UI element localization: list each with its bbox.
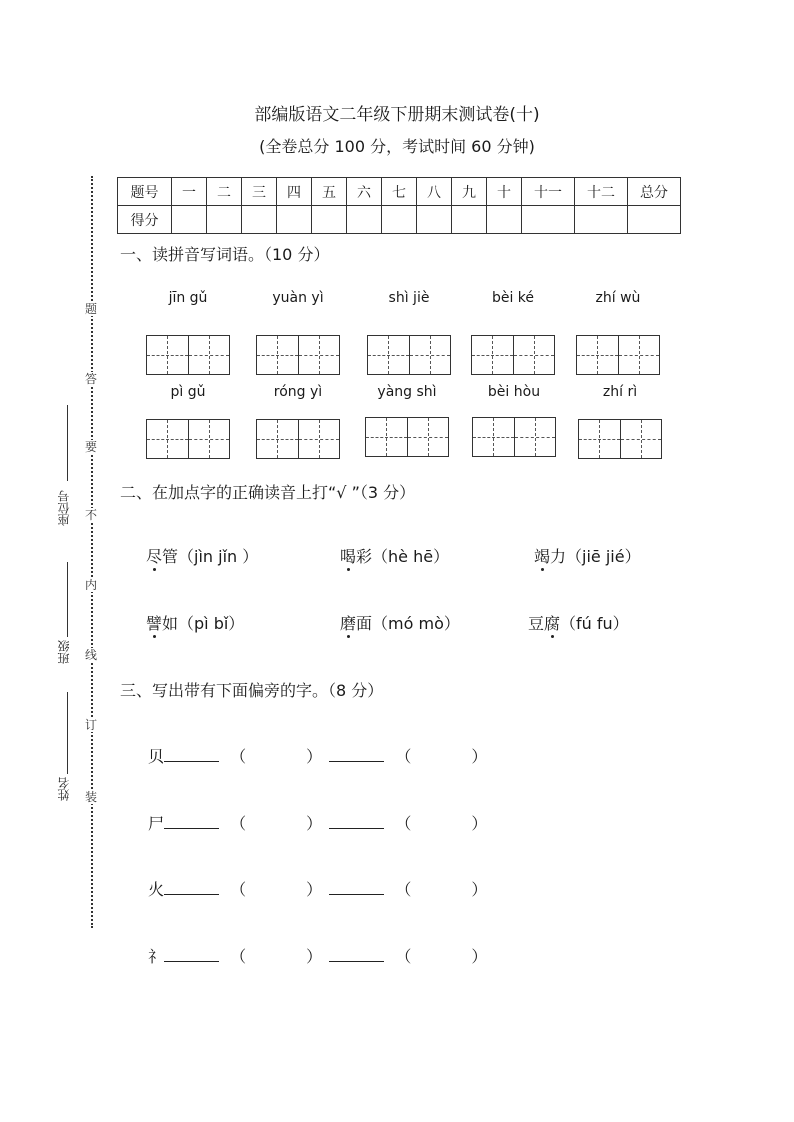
table-cell: 十 [487, 178, 522, 206]
pinyin-label: yuàn yì [272, 290, 324, 306]
radical: 尸 [148, 814, 165, 833]
answer-blank[interactable] [164, 880, 219, 895]
score-table [117, 177, 681, 234]
binding-char: 内 [84, 578, 97, 592]
writing-grid[interactable] [576, 335, 660, 375]
score-cell[interactable] [207, 206, 242, 234]
table-cell: 五 [312, 178, 347, 206]
q3-row: 火 （ ） （ ） [148, 880, 488, 899]
score-cell[interactable] [382, 206, 417, 234]
q2-item [146, 611, 244, 634]
answer-blank[interactable] [329, 880, 384, 895]
dotted-char: 腐 [544, 614, 561, 633]
score-cell[interactable] [452, 206, 487, 234]
dotted-char: 譬 [146, 614, 163, 633]
q3-row: 礻 （ ） （ ） [148, 947, 488, 966]
q3-row: 尸 （ ） （ ） [148, 814, 488, 833]
class-label: 班级 [57, 640, 71, 664]
score-cell[interactable] [522, 206, 575, 234]
pinyin-label: yàng shì [377, 384, 437, 400]
score-cell[interactable] [172, 206, 207, 234]
binding-char: 装 [84, 790, 97, 804]
page-title: 部编版语文二年级下册期末测试卷(十) [254, 105, 540, 125]
binding-char: 答 [84, 372, 97, 386]
score-cell[interactable] [575, 206, 628, 234]
q1-heading: 一、读拼音写词语。（10 分） [120, 245, 330, 264]
table-cell: 四 [277, 178, 312, 206]
plain-char: 豆 [528, 614, 545, 633]
pinyin-label: bèi hòu [487, 384, 541, 400]
q2-heading: 二、在加点字的正确读音上打“√ ”（3 分） [120, 483, 416, 502]
score-cell[interactable] [312, 206, 347, 234]
table-cell: 十一 [522, 178, 575, 206]
q2-item [340, 611, 460, 634]
dotted-char: 竭 [534, 547, 551, 566]
answer-blank[interactable] [329, 947, 384, 962]
seat-number-line[interactable] [67, 405, 68, 481]
pinyin-label: zhí rì [602, 384, 638, 400]
table-cell: 二 [207, 178, 242, 206]
q2-options[interactable]: 力（jiē jié） [550, 547, 641, 566]
table-cell: 十二 [575, 178, 628, 206]
binding-char: 订 [84, 718, 97, 732]
table-cell: 题号 [118, 178, 172, 206]
answer-blank[interactable] [329, 814, 384, 829]
table-cell: 九 [452, 178, 487, 206]
score-cell[interactable] [277, 206, 312, 234]
q2-options[interactable]: （fú fu） [560, 614, 629, 633]
writing-grid[interactable] [146, 335, 230, 375]
q2-options[interactable]: 如（pì bǐ） [162, 614, 245, 633]
pinyin-label: shì jiè [388, 290, 430, 306]
writing-grid[interactable] [472, 417, 556, 457]
pinyin-label: bèi ké [491, 290, 535, 306]
writing-grid[interactable] [367, 335, 451, 375]
binding-char: 不 [84, 508, 97, 522]
q2-item [534, 544, 641, 567]
radical: 礻 [148, 947, 165, 966]
pinyin-label: pì gǔ [170, 384, 206, 400]
writing-grid[interactable] [146, 419, 230, 459]
dotted-char: 磨 [340, 614, 357, 633]
name-label: 姓名 [57, 777, 71, 801]
q2-options[interactable]: 面（mó mò） [356, 614, 460, 633]
q3-heading: 三、写出带有下面偏旁的字。（8 分） [120, 681, 384, 700]
table-cell: 八 [417, 178, 452, 206]
answer-blank[interactable] [329, 747, 384, 762]
pinyin-label: jīn gǔ [168, 290, 208, 306]
seat-number-label: 座位号 [57, 490, 71, 526]
table-cell: 六 [347, 178, 382, 206]
table-cell: 得分 [118, 206, 172, 234]
writing-grid[interactable] [256, 335, 340, 375]
table-cell: 一 [172, 178, 207, 206]
score-cell[interactable] [487, 206, 522, 234]
table-cell: 三 [242, 178, 277, 206]
writing-grid[interactable] [578, 419, 662, 459]
writing-grid[interactable] [471, 335, 555, 375]
score-cell[interactable] [347, 206, 382, 234]
name-line[interactable] [67, 692, 68, 774]
binding-char: 题 [84, 302, 97, 316]
q2-options[interactable]: 彩（hè hē） [356, 547, 450, 566]
q3-row: 贝 （ ） （ ） [148, 747, 488, 766]
score-cell[interactable] [417, 206, 452, 234]
answer-blank[interactable] [164, 814, 219, 829]
dotted-char: 尽 [146, 547, 163, 566]
pinyin-label: róng yì [273, 384, 323, 400]
score-table-score-row [118, 206, 681, 234]
answer-blank[interactable] [164, 747, 219, 762]
q2-options[interactable]: 管（jìn jǐn ） [162, 547, 259, 566]
q2-item [340, 544, 449, 567]
writing-grid[interactable] [256, 419, 340, 459]
writing-grid[interactable] [365, 417, 449, 457]
q2-item [146, 544, 258, 567]
binding-char: 要 [84, 440, 97, 454]
class-line[interactable] [67, 562, 68, 637]
page-subtitle: (全卷总分 100 分，考试时间 60 分钟) [259, 137, 535, 156]
dotted-char: 喝 [340, 547, 357, 566]
score-cell[interactable] [628, 206, 681, 234]
radical: 贝 [148, 747, 165, 766]
q2-item [528, 611, 629, 634]
score-cell[interactable] [242, 206, 277, 234]
table-cell: 总分 [628, 178, 681, 206]
table-cell: 七 [382, 178, 417, 206]
answer-blank[interactable] [164, 947, 219, 962]
radical: 火 [148, 880, 165, 899]
score-table-header-row [118, 178, 681, 206]
binding-char: 线 [84, 648, 97, 662]
binding-dotted-line [91, 176, 93, 928]
pinyin-label: zhí wù [595, 290, 641, 306]
